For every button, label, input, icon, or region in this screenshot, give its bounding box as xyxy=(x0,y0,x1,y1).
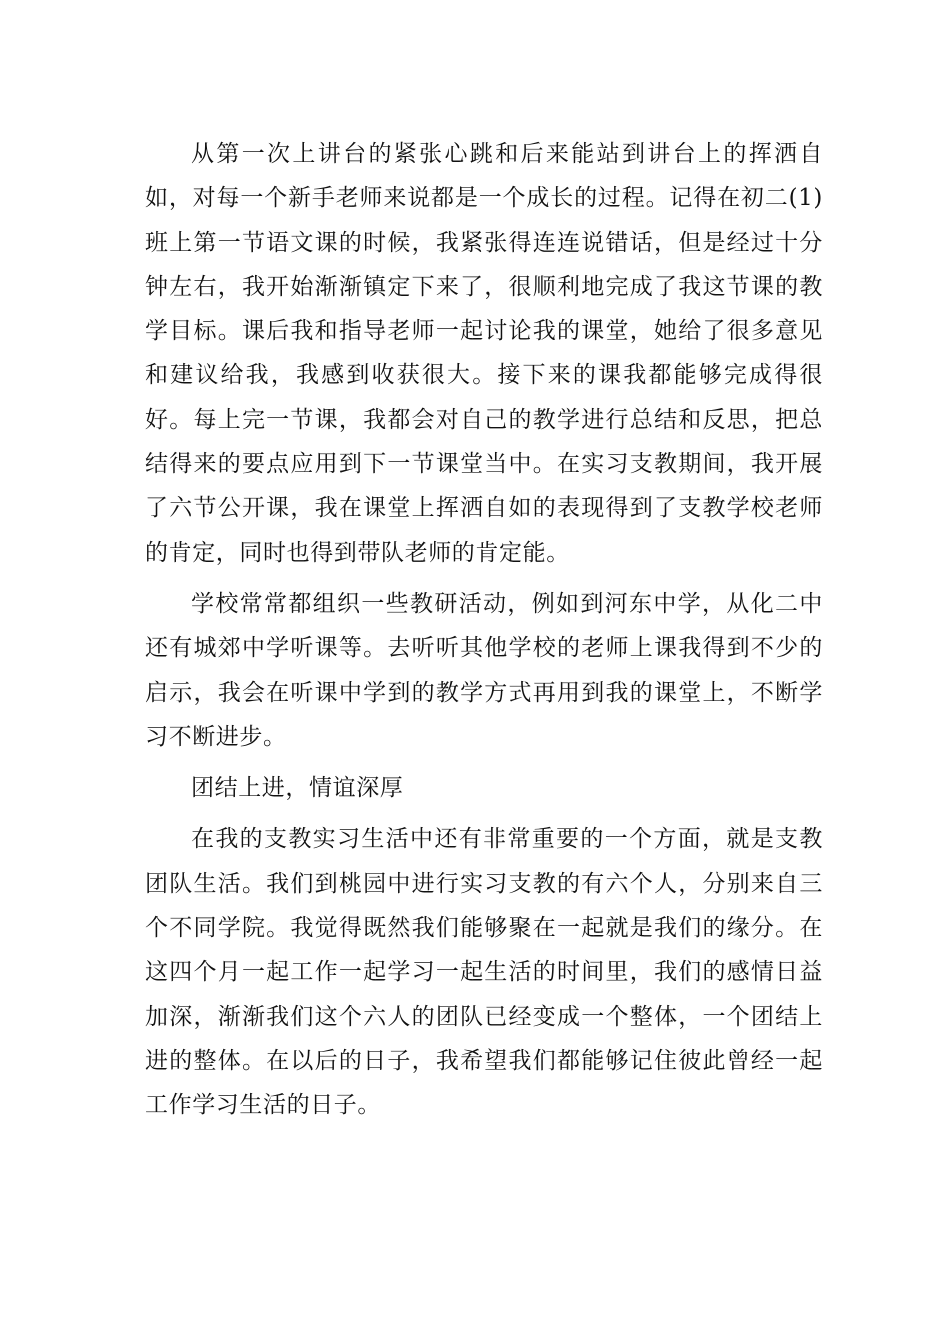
paragraph-teaching-growth: 从第一次上讲台的紧张心跳和后来能站到讲台上的挥洒自如，对每一个新手老师来说都是一个成长的过程。记得在初二(1)班上第一节语文课的时候，我紧张得连连说错话，但是经过十分钟左右，我开始渐渐镇定下来了，很顺利地完成了我这节课的教学目标。课后我和指导老师一起讨论我的课堂，她给了很多意见和建议给我，我感到收获很大。接下来的课我都能够完成得很好。每上完一节课，我都会对自己的教学进行总结和反思，把总结得来的要点应用到下一节课堂当中。在实习支教期间，我开展了六节公开课，我在课堂上挥洒自如的表现得到了支教学校老师的肯定，同时也得到带队老师的肯定能。 xyxy=(145,141,823,566)
paragraph-research-activities: 学校常常都组织一些教研活动，例如到河东中学，从化二中还有城郊中学听课等。去听听其他学校的老师上课我得到不少的启示，我会在听课中学到的教学方式再用到我的课堂上，不断学习不断进步。 xyxy=(145,590,823,750)
document-body xyxy=(145,132,823,1135)
paragraph-team-life: 在我的支教实习生活中还有非常重要的一个方面，就是支教团队生活。我们到桃园中进行实习支教的有六个人，分别来自三个不同学院。我觉得既然我们能够聚在一起就是我们的缘分。在这四个月一起工作一起学习一起生活的时间里，我们的感情日益加深，渐渐我们这个六人的团队已经变成一个整体，一个团结上进的整体。在以后的日子，我希望我们都能够记住彼此曾经一起工作学习生活的日子。 xyxy=(145,826,823,1119)
section-heading: 团结上进，情谊深厚 xyxy=(191,775,404,802)
